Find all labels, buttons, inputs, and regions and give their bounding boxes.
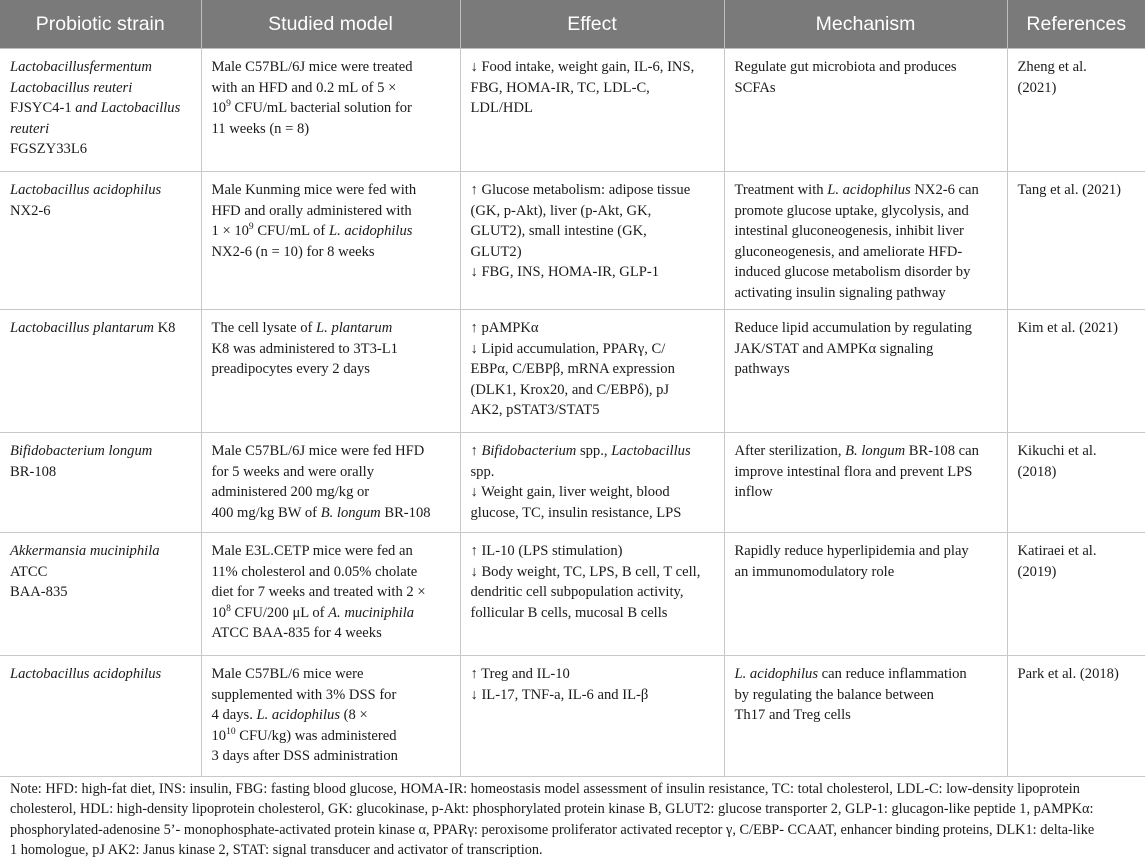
cell-mechanism: L. acidophilus can reduce inflammation by regulating the balance between Th17 and Treg cells <box>724 656 1007 777</box>
cell-effect: ↓ Food intake, weight gain, IL-6, INS, FBG, HOMA-IR, TC, LDL-C, LDL/HDL <box>460 49 724 172</box>
cell-references: Kim et al. (2021) <box>1007 310 1145 433</box>
header-effect: Effect <box>460 0 724 49</box>
cell-strain: Lactobacillusfermentum Lactobacillus reuteri FJSYC4-1 and Lactobacillus reuteri FGSZY33L6 <box>0 49 201 172</box>
cell-mechanism: Treatment with L. acidophilus NX2-6 can promote glucose uptake, glycolysis, and intestinal gluconeogenesis, inhibit liver gluconeogenesis, and ameliorate HFD- induced glucose metabolism disorder by activating insulin signaling pathway <box>724 172 1007 310</box>
cell-mechanism: Rapidly reduce hyperlipidemia and play an immunomodulatory role <box>724 533 1007 656</box>
header-references: References <box>1007 0 1145 49</box>
footnote-line: cholesterol, HDL: high-density lipoprotein cholesterol, GK: glucokinase, p-Akt: phosphorylated protein kinase B, GLUT2: glucose transporter 2, GLP-1: glucagon-like peptide 1, pAMPKα: <box>10 801 1094 818</box>
cell-effect: ↑ Bifidobacterium spp., Lactobacillus spp. ↓ Weight gain, liver weight, blood glucose, TC, insulin resistance, LPS <box>460 433 724 533</box>
cell-mechanism: After sterilization, B. longum BR-108 can improve intestinal flora and prevent LPS inflow <box>724 433 1007 533</box>
cell-model: Male Kunming mice were fed with HFD and orally administered with $1 \times 10^9$ CFU/mL of L. acidophilus NX2-6 (n = 10) for 8 weeks <box>201 172 460 310</box>
footnote-line: 1 homologue, pJ AK2: Janus kinase 2, STAT: signal transducer and activator of transcription. <box>10 841 543 858</box>
footnote-line: phosphorylated-adenosine 5’- monophosphate-activated protein kinase α, PPARγ: peroxisome proliferator activated receptor γ, C/EBP- CCAAT, enhancer binding proteins, DLK1: delta-like <box>10 821 1095 838</box>
header-mechanism: Mechanism <box>724 0 1007 49</box>
cell-strain: Akkermansia muciniphila ATCC BAA-835 <box>0 533 201 656</box>
table-header-row <box>0 0 1145 49</box>
table-row <box>0 656 1145 777</box>
cell-strain: Lactobacillus acidophilus <box>0 656 201 777</box>
cell-strain: Lactobacillus plantarum K8 <box>0 310 201 433</box>
header-probiotic-strain: Probiotic strain <box>0 0 201 49</box>
table-row <box>0 310 1145 433</box>
cell-references: Kikuchi et al. (2018) <box>1007 433 1145 533</box>
cell-model: Male E3L.CETP mice were fed an 11% cholesterol and 0.05% cholate diet for 7 weeks and treated with 2 × $10^8$ CFU/200 μL of A. muciniphila ATCC BAA-835 for 4 weeks <box>201 533 460 656</box>
cell-mechanism: Regulate gut microbiota and produces SCFAs <box>724 49 1007 172</box>
cell-references: Zheng et al. (2021) <box>1007 49 1145 172</box>
cell-references: Park et al. (2018) <box>1007 656 1145 777</box>
cell-effect: ↑ Treg and IL-10 ↓ IL-17, TNF-a, IL-6 and IL-β <box>460 656 724 777</box>
footnote-line: Note: HFD: high-fat diet, INS: insulin, FBG: fasting blood glucose, HOMA-IR: homeostasis model assessment of insulin resistance, TC: total cholesterol, LDL-C: low-density lipoprotein <box>10 781 1080 797</box>
cell-effect: ↑ pAMPKα ↓ Lipid accumulation, PPARγ, C/ EBPα, C/EBPβ, mRNA expression (DLK1, Krox20, and C/EBPδ), pJ AK2, pSTAT3/STAT5 <box>460 310 724 433</box>
table-row <box>0 172 1145 310</box>
cell-model: Male C57BL/6 mice were supplemented with 3% DSS for 4 days. L. acidophilus (8 × $10^{10}$ CFU/kg) was administered 3 days after DSS administration <box>201 656 460 777</box>
cell-references: Katiraei et al. (2019) <box>1007 533 1145 656</box>
cell-mechanism: Reduce lipid accumulation by regulating JAK/STAT and AMPKα signaling pathways <box>724 310 1007 433</box>
table-row <box>0 433 1145 533</box>
cell-strain: Bifidobacterium longum BR-108 <box>0 433 201 533</box>
cell-model: The cell lysate of L. plantarum K8 was administered to 3T3-L1 preadipocytes every 2 days <box>201 310 460 433</box>
cell-effect: ↑ Glucose metabolism: adipose tissue (GK, p-Akt), liver (p-Akt, GK, GLUT2), small intestine (GK, GLUT2) ↓ FBG, INS, HOMA-IR, GLP-1 <box>460 172 724 310</box>
cell-references: Tang et al. (2021) <box>1007 172 1145 310</box>
table-footnote <box>10 779 1140 860</box>
cell-model: Male C57BL/6J mice were treated with an HFD and 0.2 mL of 5 × $10^9$ CFU/mL bacterial solution for 11 weeks (n = 8) <box>201 49 460 172</box>
header-studied-model: Studied model <box>201 0 460 49</box>
cell-effect: ↑ IL-10 (LPS stimulation) ↓ Body weight, TC, LPS, B cell, T cell, dendritic cell subpopulation activity, follicular B cells, mucosal B cells <box>460 533 724 656</box>
cell-model: Male C57BL/6J mice were fed HFD for 5 weeks and were orally administered 200 mg/kg or 400 mg/kg BW of B. longum BR-108 <box>201 433 460 533</box>
cell-strain: Lactobacillus acidophilus NX2-6 <box>0 172 201 310</box>
table-row <box>0 49 1145 172</box>
table-row <box>0 533 1145 656</box>
